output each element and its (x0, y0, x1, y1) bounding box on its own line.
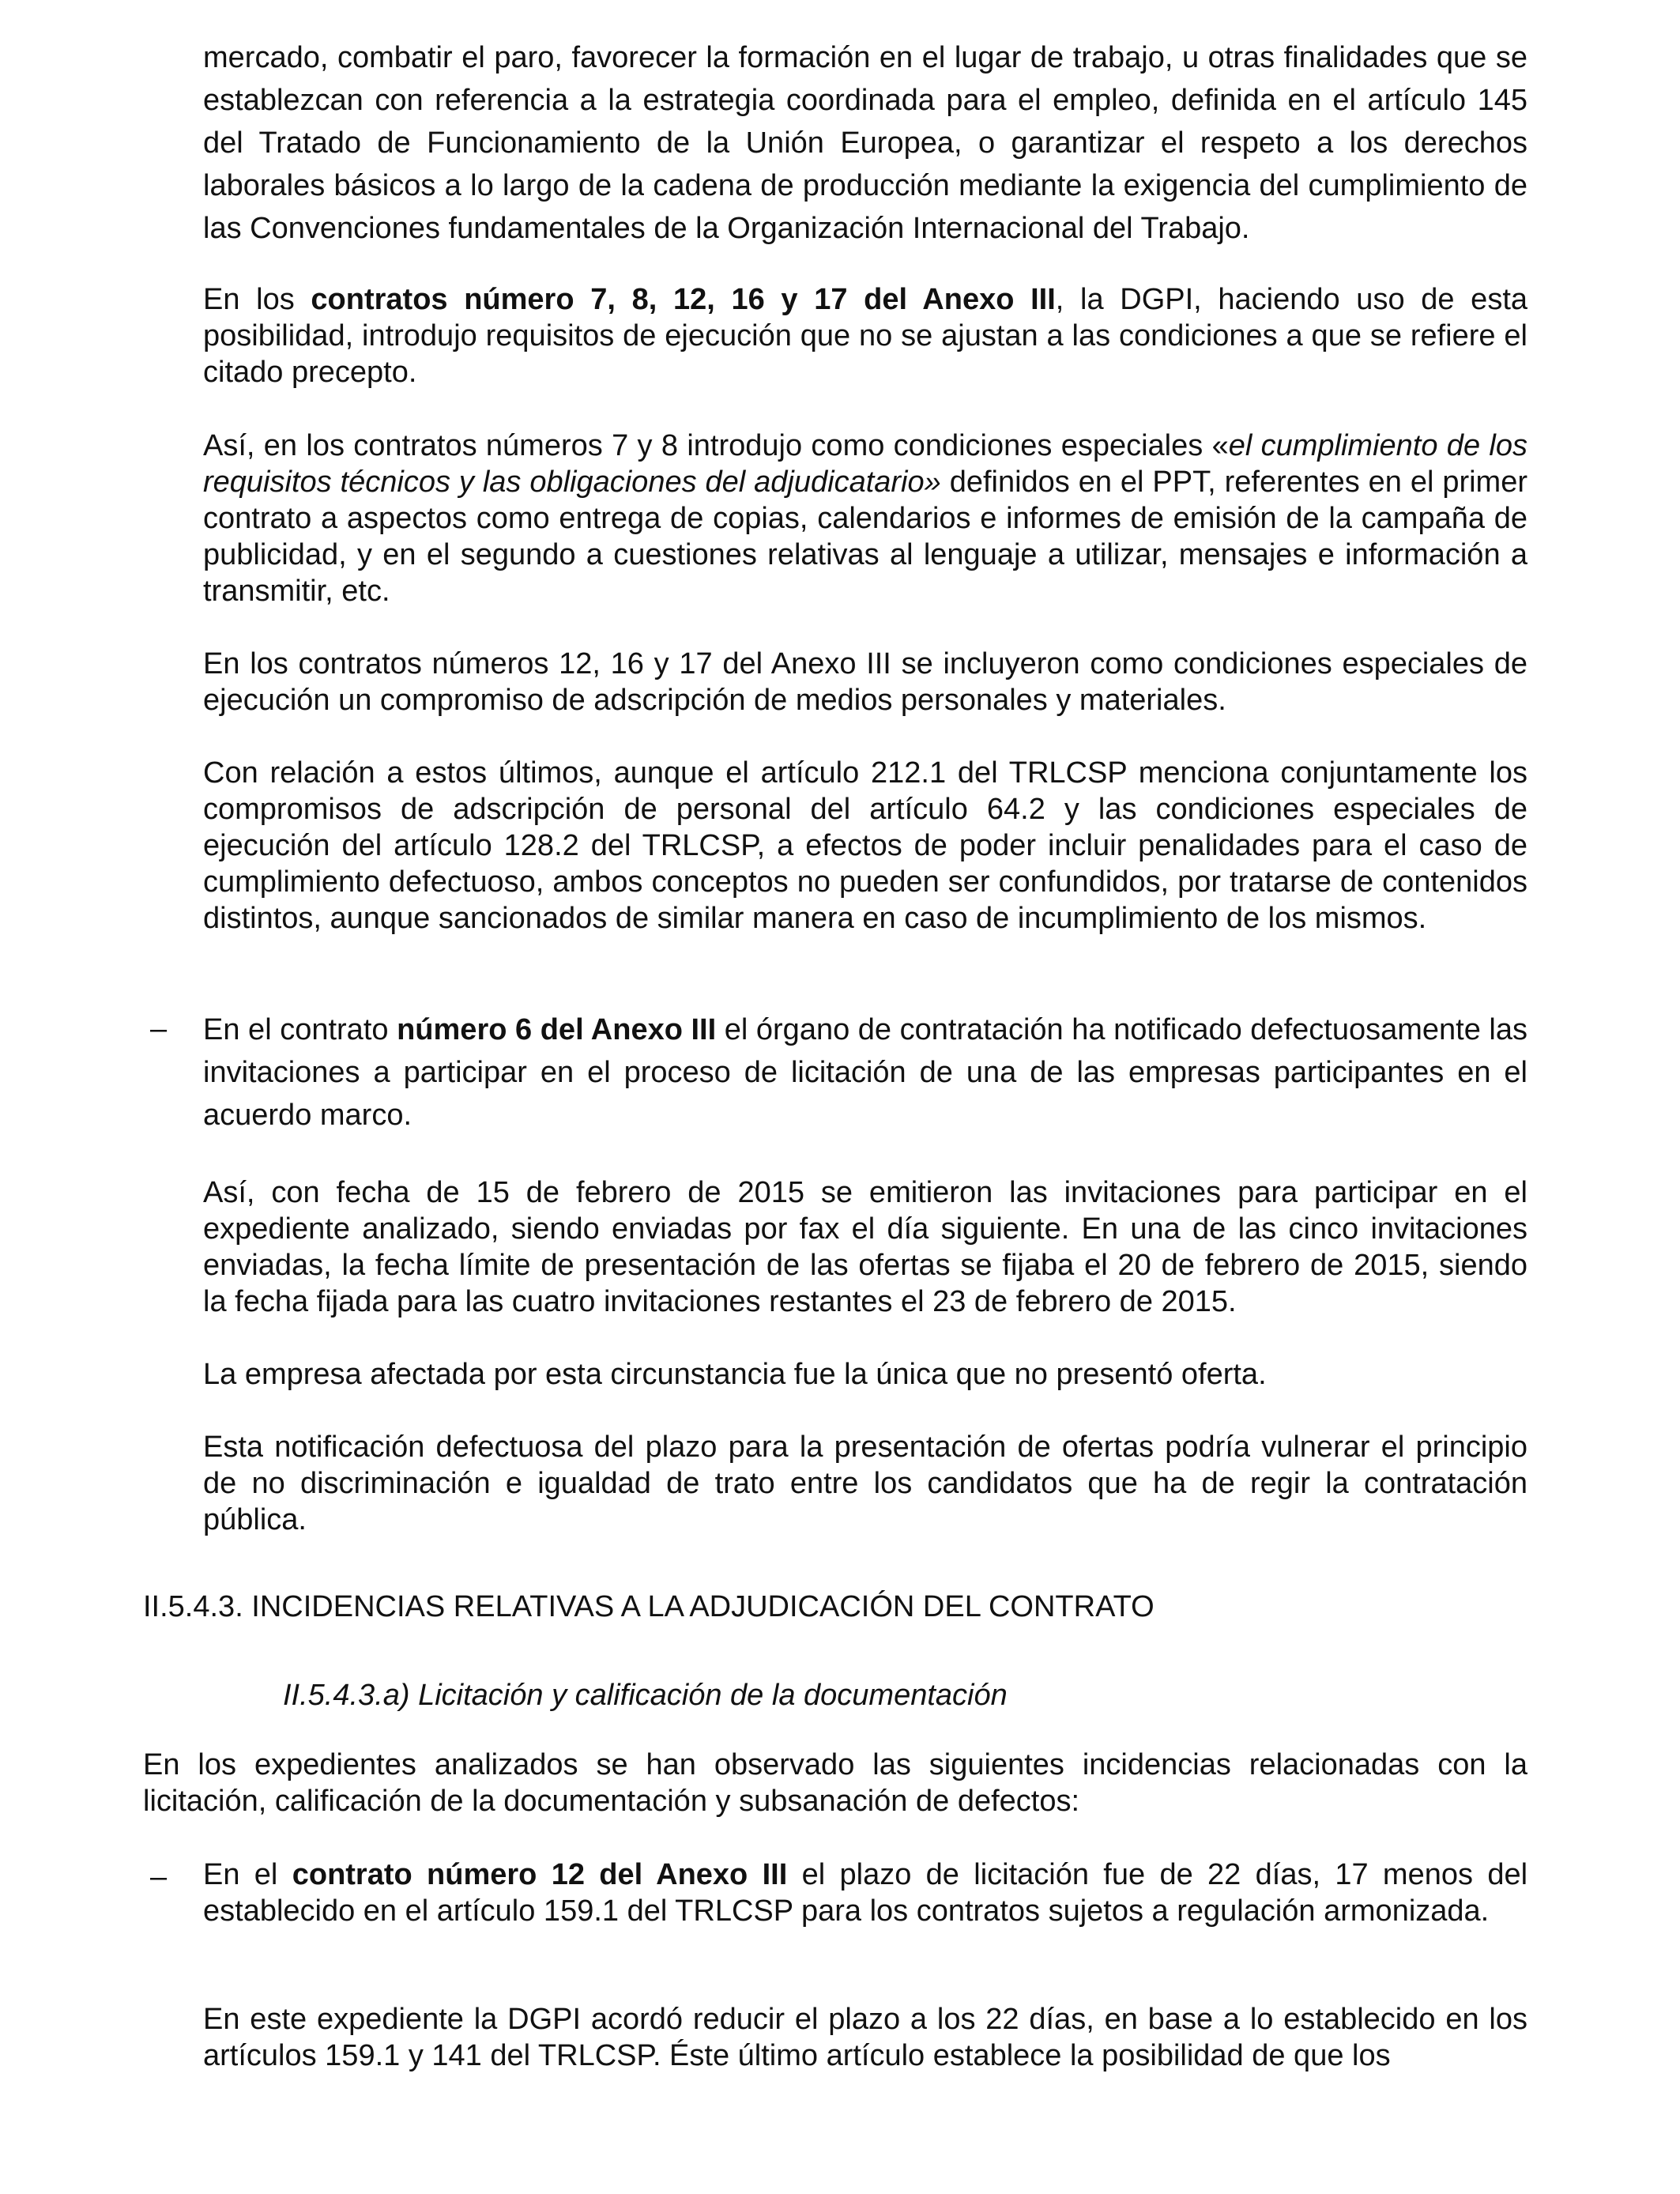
paragraph-reduce-term: En este expediente la DGPI acordó reducir el plazo a los 22 días, en base a lo establecido en los artículos 159.1 y 141 del TRLCSP. Éste último artículo establece la posibilidad de que los (203, 2003, 1527, 2072)
paragraph-contracts-7-8: Así, en los contratos números 7 y 8 introdujo como condiciones especiales «el cumplimiento de los requisitos técnicos y las obligaciones del adjudicatario» definidos en el PPT, referentes en el primer contrato a aspectos como entrega de copias, calendarios e informes de emisión de la campaña de publicidad, y en el segundo a cuestiones relativas al lenguaje a utilizar, mensajes e información a transmitir, etc. (203, 429, 1527, 608)
bold-contract-ref: contrato número 12 del Anexo III (292, 1858, 788, 1891)
bold-contract-ref: número 6 del Anexo III (397, 1013, 717, 1046)
paragraph-incidences: En los expedientes analizados se han observado las siguientes incidencias relacionadas con la licitación, calificación de la documentación y subsanación de defectos: (143, 1748, 1527, 1818)
paragraph-defective-notification: Esta notificación defectuosa del plazo para la presentación de ofertas podría vulnerar el principio de no discriminación e igualdad de trato entre los candidatos que ha de regir la contratación pública. (203, 1431, 1527, 1536)
bullet-contract-6: En el contrato número 6 del Anexo III el órgano de contratación ha notificado defectuosamente las invitaciones a participar en el proceso de licitación de una de las empresas participantes en el acuerdo marco. (203, 1013, 1527, 1132)
paragraph-affected-company: La empresa afectada por esta circunstancia fue la única que no presentó oferta. (203, 1358, 1267, 1391)
italic-quote: el cumplimiento de los requisitos técnicos y las obligaciones del adjudicatario» (203, 429, 1527, 499)
bullet-dash: – (150, 1012, 168, 1046)
bold-contract-ref: contratos número 7, 8, 12, 16 y 17 del Anexo III (311, 283, 1056, 316)
paragraph-invitations: Así, con fecha de 15 de febrero de 2015 se emitieron las invitaciones para participar en el expediente analizado, siendo enviadas por fax el día siguiente. En una de las cinco invitaciones enviadas, la fecha límite de presentación de las ofertas se fijaba el 20 de febrero de 2015, siendo la fecha fijada para las cuatro invitaciones restantes el 23 de febrero de 2015. (203, 1176, 1527, 1318)
bullet-contract-12: En el contrato número 12 del Anexo III el plazo de licitación fue de 22 días, 17 menos del establecido en el artículo 159.1 del TRLCSP para los contratos sujetos a regulación armonizada. (203, 1858, 1528, 1928)
paragraph-contracts-requirements: En los contratos número 7, 8, 12, 16 y 17 del Anexo III, la DGPI, haciendo uso de esta posibilidad, introdujo requisitos de ejecución que no se ajustan a las condiciones a que se refiere el citado precepto. (203, 283, 1528, 389)
paragraph-intro: mercado, combatir el paro, favorecer la formación en el lugar de trabajo, u otras finalidades que se establezcan con referencia a la estrategia coordinada para el empleo, definida en el artículo 145 del Tratado de Funcionamiento de la Unión Europea, o garantizar el respeto a los derechos laborales básicos a lo largo de la cadena de producción mediante la exigencia del cumplimiento de las Convenciones fundamentales de la Organización Internacional del Trabajo. (203, 41, 1527, 245)
bullet-dash: – (150, 1860, 168, 1894)
paragraph-relation: Con relación a estos últimos, aunque el artículo 212.1 del TRLCSP menciona conjuntamente los compromisos de adscripción de personal del artículo 64.2 y las condiciones especiales de ejecución del artículo 128.2 del TRLCSP, a efectos de poder incluir penalidades para el caso de cumplimiento defectuoso, ambos conceptos no pueden ser confundidos, por tratarse de contenidos distintos, aunque sancionados de similar manera en caso de incumplimiento de los mismos. (203, 756, 1527, 935)
paragraph-contracts-12-16-17: En los contratos números 12, 16 y 17 del Anexo III se incluyeron como condiciones especiales de ejecución un compromiso de adscripción de medios personales y materiales. (203, 647, 1527, 717)
section-heading: II.5.4.3. INCIDENCIAS RELATIVAS A LA ADJUDICACIÓN DEL CONTRATO (143, 1590, 1155, 1623)
subsection-heading: II.5.4.3.a) Licitación y calificación de la documentación (283, 1679, 1008, 1712)
